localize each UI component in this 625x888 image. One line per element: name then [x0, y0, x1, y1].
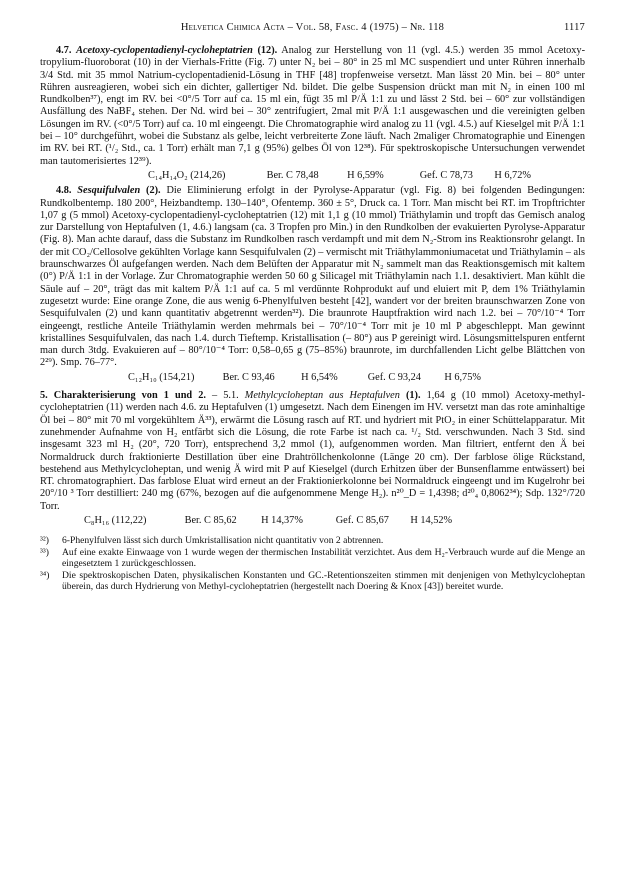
molecular-formula: C₁₄H₁₄O₂ (214,26): [148, 169, 226, 181]
found-h: H 6,75%: [444, 371, 481, 383]
molecular-formula: C₈H₁₆ (112,22): [84, 514, 147, 526]
found-c: Gef. C 78,73: [419, 169, 473, 181]
section-4-7: [40, 45, 585, 168]
calc-h: H 6,54%: [301, 371, 338, 383]
journal-header: Helvetica Chimica Acta – Vol. 58, Fasc. 4 (1975) – Nr. 118: [180, 22, 445, 33]
subsection-number: – 5.1.: [212, 390, 239, 402]
paragraph-body: Die Eliminierung erfolgt in der Pyrolyse-Apparatur (vgl. Fig. 8) bei folgenden Bedingungen: Rundkolbentemp. 180 200°, Heizbandtemp. 130–140°, Ofentemp. 360 ± 5°, Druck ca. 1 Torr. Man mischt bei RT. im Tropftrichter 1,07 g (5 mmol) Acetoxy-cyclopentadienyl-cycloheptatrien (12) mit 1,1 g (10 mmol) Triäthylamin und tropft das Gemisch analog zur Darstellung von Heptafulven (1, 4.6.) langsam (ca. 3 Tropfen pro Min.) in den Rundkolben der evakuierten Pyrolyse-Apparatur (Fig. 8). Man achte darauf, dass die Substanz im Rundkolben rasch verdampft und mit dem N₂-Strom ins Reaktionsrohr gelangt. In der mit CO₂/Cellosolve gekühlten Vorlage kann Sesquifulvalen (2) – vermischt mit Triäthylammoniumacetat und Triäthylamin – als braunschwarzes Öl aufgefangen werden. Nach dem Belüften der Apparatur mit N₂ sammelt man das Reaktionsgemisch mit kaltem (0°) P/Ä 1:1 in der Vorlage. Zur Chromatographie werden 50 60 g Silicagel mit Triäthylamin nach 1.1. desaktiviert. Man kühlt die Säule auf – 20°, trägt das mit kaltem P/Ä 1:1 auf ca. 5 ml verdünnte Rohprodukt auf und eluiert mit P, dem 1% Triäthylamin zugesetzt wurde: Eine orange Zone, die aus wenig 6-Phenylfulven besteht [42], wandert vor der breiten braunschwarzen Zone von Sesquifulvalen (2) und kann quantitativ abgetrennt werden³²). Die braunrote Hauptfraktion wird nach 1.2. bei – 70°/10⁻⁴ Torr eingeengt, restliche Anteile Triäthylamin werden mehrmals bei – 70°/10⁻⁴ Torr mit je 10 ml P abgeschleppt. Man gewinnt kristallines Sesquifulvalen, das nach 1.4. durch Tieftemp. Kristallisation (– 80°) aus P gereinigt wird. Lösungsmittelspuren entfernt man durch 3tdg. Evakuieren auf – 80°/10⁻⁴ Torr: 0,58–0,65 g (75–85%) braunrote, im durchfallenden Licht gelbe Blättchen von 2²⁹). Smp. 76–77°.: [40, 185, 586, 369]
footnote: [40, 535, 585, 546]
footnote-marker: ³³): [40, 546, 49, 558]
running-header: [40, 22, 585, 42]
elemental-analysis: [40, 170, 585, 182]
section-5: [40, 390, 585, 513]
footnote-marker: ³²): [40, 535, 49, 547]
page-number: 1117: [563, 22, 585, 33]
found-h: H 6,72%: [494, 169, 531, 181]
calc-c: Ber. C 93,46: [222, 371, 275, 383]
footnote-text: 6-Phenylfulven lässt sich durch Umkristallisation nicht quantitativ von 2 abtrennen.: [62, 535, 384, 547]
section-title: Acetoxy-cyclopentadienyl-cycloheptatrien: [76, 45, 253, 56]
calc-c: Ber. C 85,62: [184, 514, 237, 526]
footnotes: [40, 535, 585, 592]
calc-c: Ber. C 78,48: [266, 169, 319, 181]
elemental-analysis: [40, 515, 585, 527]
section-heading: 5. Charakterisierung von 1 und 2.: [40, 390, 206, 402]
section-number: 4.8.: [56, 185, 72, 197]
footnote-marker: ³⁴): [40, 569, 50, 581]
paragraph-body: Analog zur Herstellung von 11 (vgl. 4.5.) werden 35 mmol Acetoxy-tropylium-fluoroborat (10) in der Vierhals-Fritte (Fig. 7) unter N₂ bei – 80° in 25 ml MC suspendiert und unter Rühren innerhalb 3/4 Std. mit 35 mmol Natrium-cyclopentadienid-Lösung in THF [48] tropfenweise versetzt. Man lässt 20 Min. bei – 80° unter Rühren ausreagieren, wobei sich ein dichter, gallertiger Nd. bildet. Die gelbe Suspension drückt man mit N₂ in einen 100 ml Rundkolben³⁷), engt im RV. bei <0°/5 Torr auf ca. 15 ml ein, fügt 35 ml P/Ä 1:1 zu und lässt 2 Std. bei – 60° zur vollständigen Ausfällung des NaBF₄ stehen. Der Nd. wird bei – 30° zentrifugiert, 2mal mit P/Ä 1:1 ausgewaschen und die vereinigten gelben Lösungen im RV. (<0°/5 Torr) auf ca. 10 ml eingeengt. Die Chromatographie wird analog zu 11 (vgl. 4.5.) auf Kieselgel mit P/Ä 1:1 bei – 10° durchgeführt, wobei die Substanz als gelbe, leicht verbreiterte Zone läuft. Nach 2maliger Chromatographie und Einengen im RV. bei RT. (¹/₂ Std., ca. 1 Torr) erhält man 7,1 g (95%) gelbes Öl von 12³⁸). Für spektroskopische Untersuchungen verwendet man tautomerisiertes 12³⁹).: [40, 45, 586, 167]
compound-ref: (12).: [257, 45, 278, 56]
section-number: 4.7.: [56, 45, 72, 56]
paragraph-body: 1,64 g (10 mmol) Acetoxy-methyl-cycloheptatrien (11) werden nach 4.6. zu Heptafulven (1) umgesetzt. Nach dem Einengen im HV. versetzt man das rote aminhaltige Öl bei – 80° mit 70 ml vorgekühltem Ä³³), erwärmt die Lösung rasch auf RT. und hydriert mit PtO₂ in einer Schüttelapparatur. Mit zunehmender Aufnahme von H₂ entfärbt sich die Lösung, die rote Farbe ist nach ca. ¹/₂ Std. verschwunden. Nach 3 Std. sind insgesamt 323 ml H₂ (20°, 720 Torr), entsprechend 3,2 mmol (1), aufgenommen worden. Man filtriert, entfernt den Ä bei Normaldruck durch fraktionierte Destillation über eine Drahtröllchenkolonne (Länge 20 cm). Der farblose ölige Rückstand, bestehend aus Methylcycloheptan, und wenig Ä wird mit P auf Kieselgel (durch Erhitzen über der Bunsenflamme entwässert) bei RT. chromatographiert. Das farblose Eluat wird erneut an der Fraktionierkolonne bei Normaldruck eingeengt und im Kugelrohr bei 20°/10 ³ Torr destilliert: 240 mg (67%, bezogen auf die aufgenommene Menge H₂). n²⁰_D = 1,4398; d²⁰₄ 0,8062³⁴); Sdp. 132°/720 Torr.: [40, 390, 586, 512]
compound-ref: (1).: [405, 390, 421, 402]
found-c: Gef. C 85,67: [335, 514, 389, 526]
section-4-8: [40, 185, 585, 369]
elemental-analysis: [40, 372, 585, 384]
found-c: Gef. C 93,24: [367, 371, 421, 383]
calc-h: H 6,59%: [347, 169, 384, 181]
found-h: H 14,52%: [410, 514, 453, 526]
section-title: Sesquifulvalen: [77, 185, 141, 197]
footnote-text: Auf eine exakte Einwaage von 1 wurde wegen der thermischen Instabilität verzichtet. Aus dem H₂-Verbrauch wurde auf die Menge an eingesetztem 1 zurückgeschlossen.: [62, 546, 585, 570]
subsection-title: Methylcycloheptan aus Heptafulven: [244, 390, 400, 402]
footnote: [40, 570, 585, 593]
calc-h: H 14,37%: [261, 514, 303, 526]
compound-ref: (2).: [146, 185, 161, 197]
footnote-text: Die spektroskopischen Daten, physikalischen Konstanten und GC.-Retentionszeiten stimmen mit denjenigen von Methylcycloheptan überein, das durch Hydrierung von Methyl-cycloheptatrien (hergestellt nach Doering & Knox [43]) bereitet wurde.: [62, 569, 585, 592]
molecular-formula: C₁₂H₁₀ (154,21): [128, 371, 195, 383]
footnote: [40, 547, 585, 570]
